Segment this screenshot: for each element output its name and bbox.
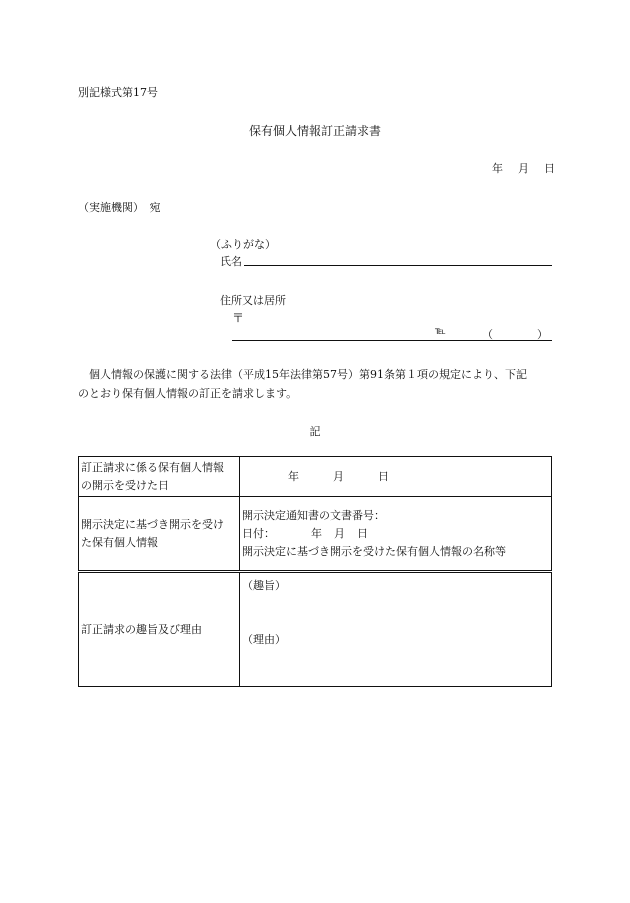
name-label: 氏名 — [220, 255, 242, 268]
row2-year: 年 — [311, 526, 322, 540]
row1-date — [242, 468, 549, 486]
reason-label: （理由） — [242, 633, 286, 646]
body-text-1: 個人情報の保護に関する法律（平成15年法律第57号）第91条第１項の規定により、下記 — [78, 368, 527, 381]
form-number: 別記様式第17号 — [78, 86, 158, 99]
row1-day: 日 — [378, 469, 389, 483]
row2-day: 日 — [357, 526, 368, 540]
purpose-label: （趣旨） — [242, 579, 286, 592]
row2-date — [242, 525, 549, 543]
row1-year: 年 — [288, 469, 299, 483]
body-text-2: のとおり保有個人情報の訂正を請求します。 — [78, 387, 298, 400]
address-label: 住所又は居所 — [220, 294, 286, 307]
tel-label: ℡ — [435, 326, 446, 337]
date-prefix: 日付： — [242, 526, 275, 540]
table-row — [79, 497, 552, 572]
addressee: （実施機関） 宛 — [78, 201, 161, 214]
row1-month: 月 — [333, 469, 344, 483]
page-title: 保有個人情報訂正請求書 — [248, 124, 381, 138]
date-line: 年 月 日 — [492, 162, 557, 175]
info-name-label: 開示決定に基づき開示を受けた保有個人情報の名称等 — [242, 544, 506, 558]
tel-parens: （ ） — [482, 328, 548, 341]
row2-label — [79, 497, 240, 572]
row2-label-line1: 開示決定に基づき開示を受け — [81, 517, 224, 531]
row1-label — [79, 457, 240, 497]
disclosure-date-field[interactable] — [240, 457, 552, 497]
furigana-label: （ふりがな） — [210, 238, 276, 251]
purpose-reason-field[interactable] — [240, 572, 552, 687]
correction-request-table — [78, 456, 552, 687]
row2-month: 月 — [334, 526, 345, 540]
row3-label: 訂正請求の趣旨及び理由 — [79, 572, 240, 687]
row2-label-line2: た保有個人情報 — [81, 535, 158, 549]
document-number-label: 開示決定通知書の文書番号： — [242, 508, 385, 522]
ki-label: 記 — [309, 425, 321, 438]
table-row — [79, 572, 552, 687]
row1-label-line2: の開示を受けた日 — [81, 478, 169, 492]
disclosed-info-field[interactable] — [240, 497, 552, 572]
row1-label-line1: 訂正請求に係る保有個人情報 — [81, 460, 224, 474]
postal-mark: 〒 — [232, 311, 245, 325]
table-row — [79, 457, 552, 497]
name-field[interactable] — [244, 265, 552, 266]
